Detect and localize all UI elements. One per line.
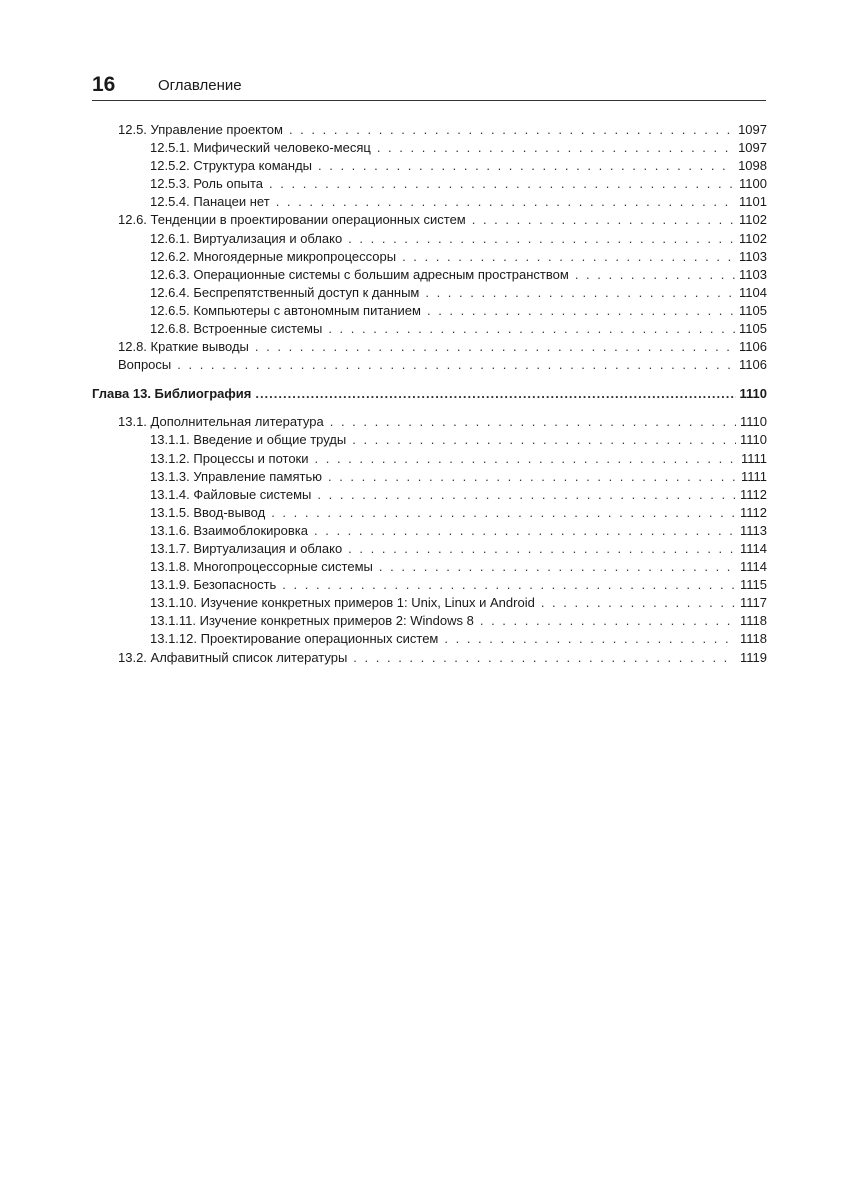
toc-entry-page: 1118 bbox=[740, 613, 767, 629]
toc-entry[interactable] bbox=[92, 649, 767, 667]
toc-entry[interactable] bbox=[92, 284, 767, 302]
dot-leader bbox=[282, 576, 736, 594]
dot-leader bbox=[318, 157, 734, 175]
toc-entry-page: 1105 bbox=[739, 302, 767, 318]
toc-entry-title: Вопросы bbox=[118, 357, 172, 373]
toc-entry-title: 13.1.1. Введение и общие труды bbox=[150, 432, 347, 448]
toc-entry-page: 1105 bbox=[739, 321, 767, 337]
dot-leader bbox=[330, 413, 736, 431]
toc-entry-page: 1106 bbox=[739, 357, 767, 373]
toc-entry-page: 1114 bbox=[740, 559, 767, 575]
dot-leader bbox=[255, 338, 735, 356]
toc-entry-title: 13.1.10. Изучение конкретных примеров 1: Unix, Linux и Android bbox=[150, 595, 535, 611]
toc-entry-page: 1117 bbox=[740, 595, 767, 611]
dot-leader bbox=[480, 612, 736, 630]
toc-entry-title: 12.6.3. Операционные системы с большим адресным пространством bbox=[150, 266, 569, 282]
toc-entry-page: 1119 bbox=[740, 649, 767, 665]
toc-entry[interactable] bbox=[92, 486, 767, 504]
toc-entry-title: 13.1.3. Управление памятью bbox=[150, 468, 322, 484]
toc-entry-title: 13.2. Алфавитный список литературы bbox=[118, 649, 348, 665]
toc-entry-page: 1103 bbox=[739, 266, 767, 282]
toc-entry[interactable] bbox=[92, 468, 767, 486]
dot-leader bbox=[255, 385, 735, 403]
toc-entry-page: 1102 bbox=[739, 212, 767, 228]
toc-entry-title: 12.6.2. Многоядерные микропроцессоры bbox=[150, 248, 397, 264]
toc-entry-title: 13.1.11. Изучение конкретных примеров 2: Windows 8 bbox=[150, 613, 474, 629]
toc-entry-title: 12.6. Тенденции в проектировании операционных систем bbox=[118, 212, 466, 228]
dot-leader bbox=[348, 540, 736, 558]
dot-leader bbox=[177, 356, 735, 374]
dot-leader bbox=[427, 302, 735, 320]
toc-entry-title: 13.1.5. Ввод-вывод bbox=[150, 504, 266, 520]
toc-entry[interactable] bbox=[92, 157, 767, 175]
dot-leader bbox=[317, 486, 736, 504]
toc-entry-page: 1110 bbox=[739, 386, 767, 402]
toc-entry-page: 1104 bbox=[739, 284, 767, 300]
toc-entry[interactable] bbox=[92, 594, 767, 612]
toc-entry[interactable] bbox=[92, 356, 767, 374]
toc-entry-page: 1100 bbox=[739, 176, 767, 192]
toc-entry[interactable] bbox=[92, 576, 767, 594]
toc-entry-page: 1110 bbox=[740, 432, 767, 448]
dot-leader bbox=[269, 175, 735, 193]
dot-leader bbox=[348, 230, 735, 248]
dot-leader bbox=[402, 248, 735, 266]
toc-entry-page: 1118 bbox=[740, 631, 767, 647]
toc-entry-title: 12.5.1. Мифический человеко-месяц bbox=[150, 140, 371, 156]
dot-leader bbox=[352, 431, 736, 449]
dot-leader bbox=[271, 504, 736, 522]
toc-entry-page: 1112 bbox=[740, 504, 767, 520]
toc-entry[interactable] bbox=[92, 413, 767, 431]
toc-entry[interactable] bbox=[92, 320, 767, 338]
toc-entry-title: 13.1.2. Процессы и потоки bbox=[150, 450, 309, 466]
toc-entry[interactable] bbox=[92, 338, 767, 356]
toc-entry-title: 13.1.7. Виртуализация и облако bbox=[150, 540, 343, 556]
dot-leader bbox=[328, 320, 735, 338]
toc-entry-title: 12.6.8. Встроенные системы bbox=[150, 321, 323, 337]
toc-entry[interactable] bbox=[92, 139, 767, 157]
toc-entry-title: 13.1.12. Проектирование операционных систем bbox=[150, 631, 439, 647]
toc-entry-page: 1103 bbox=[739, 248, 767, 264]
toc-entry[interactable] bbox=[92, 522, 767, 540]
toc-entry[interactable] bbox=[92, 266, 767, 284]
toc-entry[interactable] bbox=[92, 302, 767, 320]
toc-entry[interactable] bbox=[92, 540, 767, 558]
page-number: 16 bbox=[92, 73, 116, 96]
table-of-contents bbox=[92, 121, 767, 667]
toc-entry-title: 13.1. Дополнительная литература bbox=[118, 414, 324, 430]
toc-entry-page: 1111 bbox=[740, 450, 767, 466]
toc-entry-page: 1115 bbox=[740, 577, 767, 593]
toc-entry-title: 12.5.3. Роль опыта bbox=[150, 176, 264, 192]
toc-entry-title: 12.6.5. Компьютеры с автономным питанием bbox=[150, 302, 421, 318]
dot-leader bbox=[276, 193, 735, 211]
dot-leader bbox=[425, 284, 735, 302]
toc-entry[interactable] bbox=[92, 630, 767, 648]
toc-entry-page: 1097 bbox=[738, 122, 767, 137]
toc-entry-title: 12.8. Краткие выводы bbox=[118, 339, 249, 355]
toc-entry[interactable] bbox=[92, 121, 767, 139]
dot-leader bbox=[444, 630, 736, 648]
toc-entry-page: 1114 bbox=[740, 540, 767, 556]
toc-entry-page: 1111 bbox=[740, 468, 767, 484]
toc-entry-page: 1113 bbox=[740, 522, 767, 538]
toc-entry-title: 13.1.8. Многопроцессорные системы bbox=[150, 559, 373, 575]
toc-entry-page: 1106 bbox=[739, 339, 767, 355]
dot-leader bbox=[575, 266, 735, 284]
toc-entry-title: 12.6.1. Виртуализация и облако bbox=[150, 230, 343, 246]
dot-leader bbox=[377, 139, 734, 157]
dot-leader bbox=[314, 522, 736, 540]
toc-entry[interactable] bbox=[92, 175, 767, 193]
dot-leader bbox=[315, 450, 737, 468]
toc-entry[interactable] bbox=[92, 248, 767, 266]
dot-leader bbox=[353, 649, 736, 667]
toc-entry-title: 13.1.6. Взаимоблокировка bbox=[150, 522, 308, 538]
toc-entry-title: 13.1.4. Файловые системы bbox=[150, 486, 312, 502]
toc-entry-title: 12.5. Управление проектом bbox=[118, 122, 283, 137]
toc-entry-page: 1101 bbox=[739, 194, 767, 210]
toc-entry-page: 1112 bbox=[740, 486, 767, 502]
toc-entry-page: 1110 bbox=[740, 414, 767, 430]
toc-entry-page: 1098 bbox=[738, 158, 767, 174]
dot-leader bbox=[379, 558, 736, 576]
dot-leader bbox=[328, 468, 737, 486]
toc-entry-page: 1102 bbox=[739, 230, 767, 246]
dot-leader bbox=[289, 121, 734, 139]
toc-entry[interactable] bbox=[92, 193, 767, 211]
dot-leader bbox=[541, 594, 736, 612]
toc-entry-title: 13.1.9. Безопасность bbox=[150, 577, 277, 593]
toc-entry[interactable] bbox=[92, 431, 767, 449]
toc-entry[interactable] bbox=[92, 450, 767, 468]
running-head: Оглавление bbox=[158, 77, 242, 94]
toc-entry[interactable] bbox=[92, 558, 767, 576]
toc-chapter-entry[interactable] bbox=[92, 385, 767, 403]
toc-entry-title: 12.6.4. Беспрепятственный доступ к данным bbox=[150, 284, 420, 300]
toc-entry-page: 1097 bbox=[738, 140, 767, 156]
dot-leader bbox=[472, 211, 735, 229]
toc-entry[interactable] bbox=[92, 504, 767, 522]
toc-entry[interactable] bbox=[92, 211, 767, 229]
toc-entry[interactable] bbox=[92, 612, 767, 630]
page-header bbox=[92, 72, 766, 101]
toc-entry-title: Глава 13. Библиография bbox=[92, 386, 252, 402]
toc-entry-title: 12.5.2. Структура команды bbox=[150, 158, 312, 174]
toc-entry[interactable] bbox=[92, 230, 767, 248]
toc-entry-title: 12.5.4. Панацеи нет bbox=[150, 194, 270, 210]
